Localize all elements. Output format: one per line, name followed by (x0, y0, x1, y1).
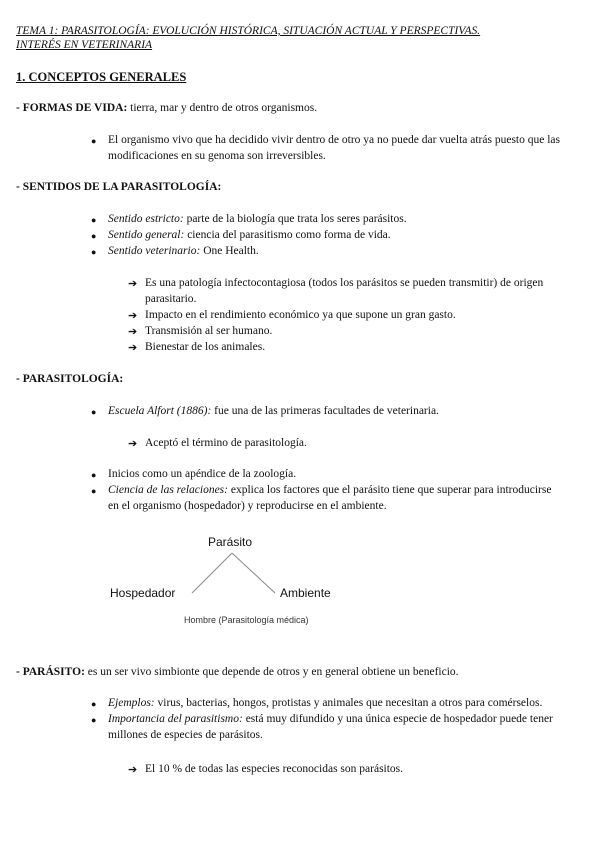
escuela-alfort-item (108, 405, 439, 417)
arrow-icon: ➔ (128, 278, 138, 290)
arrow-icon: ➔ (128, 310, 138, 322)
formas-de-vida-paragraph (16, 102, 317, 114)
one-health-point-1-line-2: parasitario. (145, 293, 197, 305)
sentido-general-item (108, 229, 391, 241)
sentido-term: Sentido veterinario: (108, 245, 201, 257)
one-health-point-2: Impacto en el rendimiento económico ya que supone un gran gasto. (145, 309, 456, 321)
one-health-point-1-line-1: Es una patología infectocontagiosa (todos los parásitos se pueden transmitir) de origen (145, 277, 544, 289)
escuela-arrow-point: Aceptó el término de parasitología. (145, 437, 307, 449)
bullet-icon: ● (91, 215, 97, 225)
ejemplos-text: virus, bacterias, hongos, protistas y animales que necesitan a otros para comérselos. (154, 697, 543, 709)
ciencia-relaciones-line-2: en el organismo (hospedador) y reproducirse en el ambiente. (108, 500, 387, 512)
sentido-text: ciencia del parasitismo como forma de vida. (184, 229, 391, 241)
sentido-veterinario-item (108, 245, 259, 257)
inicios-item: Inicios como un apéndice de la zoología. (108, 468, 297, 480)
formas-bullet-line-2: modificaciones en su genoma son irreversibles. (108, 150, 326, 162)
parasito-text: es un ser vivo simbionte que depende de otros y en general obtiene un beneficio. (84, 666, 459, 678)
parasito-paragraph (16, 666, 459, 678)
document-title (16, 24, 480, 52)
parasitologia-heading: - PARASITOLOGÍA: (16, 373, 124, 385)
diagram-line-left (192, 553, 232, 593)
parasito-label: - PARÁSITO: (16, 666, 85, 678)
title-line-1: TEMA 1: PARASITOLOGÍA: EVOLUCIÓN HISTÓRICA, SITUACIÓN ACTUAL Y PERSPECTIVAS. (16, 25, 481, 37)
arrow-icon: ➔ (128, 438, 138, 450)
formas-label: - FORMAS DE VIDA: (16, 102, 128, 114)
bullet-icon: ● (91, 486, 97, 496)
bullet-icon: ● (91, 136, 97, 146)
importancia-item (108, 713, 553, 725)
bullet-icon: ● (91, 407, 97, 417)
ciencia-relaciones-item (108, 484, 551, 496)
importancia-term: Importancia del parasitismo: (108, 713, 243, 725)
one-health-point-4: Bienestar de los animales. (145, 341, 266, 353)
sentidos-heading: - SENTIDOS DE LA PARASITOLOGÍA: (16, 181, 222, 193)
triangle-diagram (110, 535, 350, 630)
porcentaje-point: El 10 % de todas las especies reconocidas son parásitos. (145, 763, 404, 775)
bullet-icon: ● (91, 231, 97, 241)
ejemplos-item (108, 697, 542, 709)
formas-text: tierra, mar y dentro de otros organismos. (127, 102, 318, 114)
one-health-point-3: Transmisión al ser humano. (145, 325, 273, 337)
bullet-icon: ● (91, 470, 97, 480)
escuela-text: fue una de las primeras facultades de veterinaria. (211, 405, 439, 417)
escuela-term: Escuela Alfort (1886): (108, 405, 212, 417)
sentido-estricto-item (108, 213, 407, 225)
arrow-icon: ➔ (128, 764, 138, 776)
ejemplos-term: Ejemplos: (108, 697, 155, 709)
arrow-icon: ➔ (128, 326, 138, 338)
diagram-label-parasito: Parásito (208, 535, 253, 549)
arrow-icon: ➔ (128, 342, 138, 354)
sentido-text: One Health. (200, 245, 259, 257)
bullet-icon: ● (91, 247, 97, 257)
diagram-label-ambiente: Ambiente (280, 586, 331, 600)
ciencia-text: explica los factores que el parásito tiene que superar para introducirse (227, 484, 552, 496)
diagram-line-right (232, 553, 275, 593)
section-heading: 1. CONCEPTOS GENERALES (16, 70, 187, 84)
sentido-term: Sentido general: (108, 229, 185, 241)
bullet-icon: ● (91, 699, 97, 709)
diagram-caption: Hombre (Parasitología médica) (184, 615, 309, 625)
bullet-icon: ● (91, 715, 97, 725)
formas-bullet-line-1: El organismo vivo que ha decidido vivir dentro de otro ya no puede dar vuelta atrás puesto que las (108, 134, 560, 146)
importancia-text: está muy difundido y una única especie de hospedador puede tener (242, 713, 553, 725)
sentido-term: Sentido estricto: (108, 213, 184, 225)
diagram-label-hospedador: Hospedador (110, 586, 176, 600)
sentido-text: parte de la biología que trata los seres parásitos. (183, 213, 407, 225)
ciencia-term: Ciencia de las relaciones: (108, 484, 228, 496)
importancia-line-2: millones de especies de parásitos. (108, 729, 263, 741)
title-line-2: INTERÉS EN VETERINARIA (16, 39, 153, 51)
